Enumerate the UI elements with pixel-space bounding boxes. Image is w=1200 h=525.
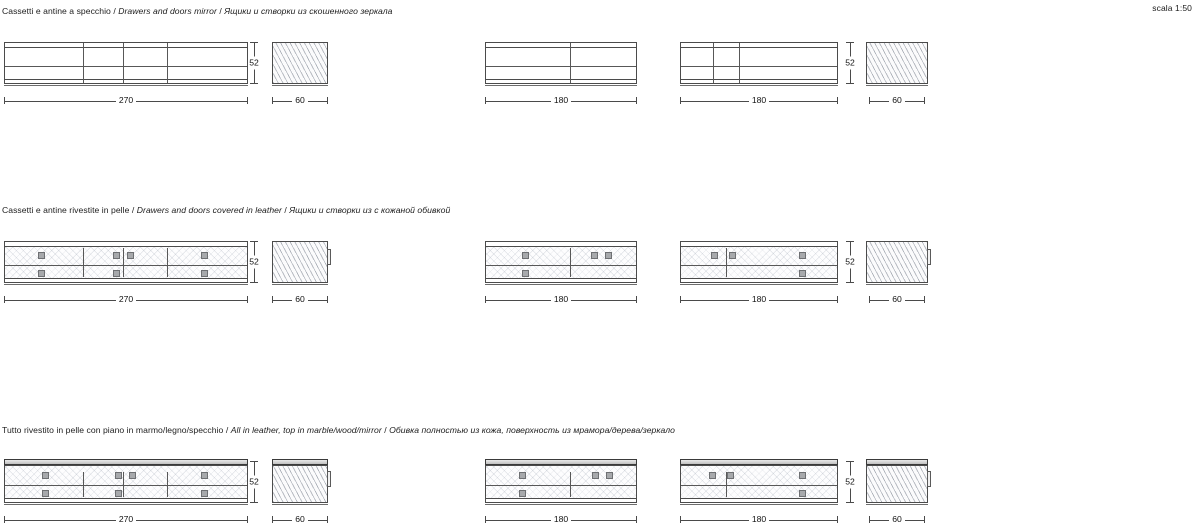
dimension-width-60-mirror-a [272,96,328,105]
view-front-270-mirror [4,38,248,88]
cabinet-top-rail [486,43,636,48]
dimension-tick-left [680,296,681,303]
side-hinge-tab [927,471,931,487]
title-separator-2: / [384,425,390,435]
dimension-value: 60 [292,96,308,105]
cabinet-mid-divider [5,485,247,486]
floor-baseline [485,504,637,505]
dimension-width-180-all-leather-b [680,515,838,524]
view-front-180-all-leather-a [485,457,637,507]
cabinet-bottom-rail [5,278,247,282]
cabinet-vertical-divider-3 [167,472,168,497]
view-side-60-all-leather-a [272,457,332,507]
cabinet-vertical-divider-1 [713,43,714,83]
handle-knob [709,472,716,479]
handle-knob [799,270,806,277]
floor-baseline [272,504,328,505]
view-front-180-mirror-b [680,38,838,88]
dimension-tick-top [250,461,258,462]
section-mirror [0,6,1200,116]
dimension-tick-right [327,296,328,303]
cabinet-front-180-b [680,241,838,283]
handle-knob [522,270,529,277]
side-panel-leather-a [272,241,328,283]
cabinet-front-270 [4,42,248,84]
dimension-value: 180 [749,515,769,524]
cabinet-vertical-divider-3 [167,248,168,277]
dimension-tick-right [247,97,248,104]
section-title-leather [2,205,450,215]
dimension-tick-left [4,296,5,303]
section-title-mirror [2,6,393,16]
cabinet-vertical-divider-3 [167,43,168,83]
title-separator: / [225,425,231,435]
cabinet-top-rail [5,43,247,48]
floor-baseline [4,85,248,86]
dimension-width-180-mirror-b [680,96,838,105]
handle-knob [38,252,45,259]
floor-baseline [4,504,248,505]
dimension-tick-right [924,296,925,303]
cabinet-front-270 [4,465,248,503]
view-front-270-all-leather [4,457,248,507]
dimension-value: 180 [551,295,571,304]
view-front-180-mirror-a [485,38,637,88]
side-panel-leather-b [866,241,928,283]
dimension-value: 60 [889,96,905,105]
dimension-value: 180 [551,515,571,524]
cabinet-vertical-divider-2 [123,248,124,277]
handle-knob [38,270,45,277]
cabinet-vertical-divider-2 [123,43,124,83]
dimension-value: 270 [116,295,136,304]
handle-knob [115,490,122,497]
cabinet-bottom-rail [486,79,636,83]
dimension-width-270-all-leather [4,515,248,524]
side-panel-mirror-b [866,42,928,84]
cabinet-front-180-a [485,241,637,283]
dimension-tick-left [485,296,486,303]
dimension-tick-right [327,97,328,104]
handle-knob [42,472,49,479]
cabinet-vertical-divider-1 [570,43,571,83]
cabinet-mid-divider [5,265,247,266]
dimension-value: 52 [249,256,259,267]
title-separator-2: / [219,6,225,16]
side-hinge-tab [327,471,331,487]
dimension-width-270-leather [4,295,248,304]
handle-knob [522,252,529,259]
handle-knob [606,472,613,479]
handle-knob [799,252,806,259]
dimension-height-52-leather [249,241,259,283]
handle-knob [592,472,599,479]
cabinet-top-rail [5,242,247,247]
floor-baseline [4,284,248,285]
handle-knob [201,270,208,277]
cabinet-mid-divider [486,485,636,486]
handle-knob [711,252,718,259]
dimension-width-60-leather-a [272,295,328,304]
handle-knob [42,490,49,497]
dimension-tick-right [837,296,838,303]
dimension-tick-right [247,296,248,303]
section-title-en: All in leather, top in marble/wood/mirror [230,425,382,435]
cabinet-top-rail [681,43,837,48]
cabinet-bottom-rail [486,498,636,502]
section-title-it: Cassetti e antine a specchio [2,6,111,16]
cabinet-vertical-divider-1 [570,472,571,497]
side-panel-all-leather-b [866,465,928,503]
dimension-value: 60 [292,515,308,524]
view-side-60-leather-a [272,237,332,287]
dimension-width-60-mirror-b [869,96,925,105]
dimension-value: 52 [845,57,855,68]
view-front-180-all-leather-b [680,457,838,507]
handle-knob [115,472,122,479]
cabinet-bottom-rail [681,498,837,502]
cabinet-top-rail [681,242,837,247]
cabinet-bottom-rail [681,278,837,282]
scale-label: scala 1:50 [1152,3,1192,13]
dimension-value: 180 [749,295,769,304]
cabinet-front-180-b [680,465,838,503]
cabinet-vertical-divider-1 [83,43,84,83]
section-title-en: Drawers and doors mirror [118,6,217,16]
dimension-tick-bottom [846,282,854,283]
dimension-tick-right [636,97,637,104]
dimension-height-52-mirror [249,42,259,84]
handle-knob [113,270,120,277]
floor-baseline [485,85,637,86]
dimension-width-180-leather-b [680,295,838,304]
view-side-60-leather-b [866,237,932,287]
dimension-height-52-leather-b [845,241,855,283]
title-separator: / [131,205,137,215]
floor-baseline [272,85,328,86]
dimension-value: 270 [116,515,136,524]
cabinet-vertical-divider-2 [123,472,124,497]
dimension-value: 52 [845,256,855,267]
view-front-180-leather-a [485,237,637,287]
cabinet-front-180-b [680,42,838,84]
handle-knob [201,252,208,259]
cabinet-mid-divider [5,66,247,67]
dimension-tick-bottom [250,502,258,503]
section-title-ru: Обивка полностью из кожа, поверхность из мрамора/дерева/зеркало [389,425,675,435]
floor-baseline [680,85,838,86]
dimension-tick-left [680,97,681,104]
floor-baseline [866,504,928,505]
dimension-tick-left [272,296,273,303]
section-leather [0,205,1200,315]
section-all-leather [0,425,1200,525]
section-title-ru: Ящики и створки из с кожаной обивкой [289,205,451,215]
dimension-width-180-leather-a [485,295,637,304]
dimension-value: 52 [249,57,259,68]
dimension-width-270-mirror [4,96,248,105]
dimension-tick-right [837,97,838,104]
dimension-value: 270 [116,96,136,105]
dimension-width-60-all-leather-a [272,515,328,524]
handle-knob [519,472,526,479]
dimension-tick-left [272,97,273,104]
dimension-tick-bottom [250,282,258,283]
side-hinge-tab [327,249,331,265]
dimension-width-180-mirror-a [485,96,637,105]
cabinet-vertical-divider-1 [83,248,84,277]
floor-baseline [866,85,928,86]
dimension-tick-right [924,97,925,104]
dimension-tick-left [4,97,5,104]
cabinet-mid-divider [681,66,837,67]
view-front-180-leather-b [680,237,838,287]
cabinet-bottom-rail [486,278,636,282]
cabinet-vertical-divider-2 [739,43,740,83]
view-side-60-all-leather-b [866,457,932,507]
dimension-tick-top [250,241,258,242]
dimension-tick-top [846,42,854,43]
view-front-270-leather [4,237,248,287]
dimension-tick-left [869,97,870,104]
cabinet-bottom-rail [5,79,247,83]
title-separator: / [113,6,119,16]
section-title-it: Cassetti e antine rivestite in pelle [2,205,130,215]
handle-knob [605,252,612,259]
dimension-tick-bottom [250,83,258,84]
floor-baseline [680,504,838,505]
dimension-value: 52 [249,476,259,487]
dimension-tick-top [250,42,258,43]
handle-knob [113,252,120,259]
dimension-tick-bottom [846,502,854,503]
floor-baseline [680,284,838,285]
side-panel-mirror-a [272,42,328,84]
cabinet-front-180-a [485,465,637,503]
cabinet-vertical-divider-1 [83,472,84,497]
handle-knob [129,472,136,479]
dimension-height-52-all-leather-b [845,461,855,503]
dimension-value: 60 [889,515,905,524]
handle-knob [201,490,208,497]
cabinet-bottom-rail [5,498,247,502]
title-separator-2: / [284,205,290,215]
handle-knob [201,472,208,479]
cabinet-vertical-divider-1 [570,248,571,277]
dimension-value: 180 [749,96,769,105]
floor-baseline [866,284,928,285]
view-side-60-mirror-a [272,38,328,88]
floor-baseline [272,284,328,285]
cabinet-mid-divider [486,66,636,67]
dimension-value: 52 [845,476,855,487]
cabinet-vertical-divider-1 [726,248,727,277]
dimension-tick-top [846,461,854,462]
section-title-ru: Ящики и створки из скошенного зеркала [224,6,393,16]
floor-baseline [485,284,637,285]
handle-knob [127,252,134,259]
cabinet-mid-divider [681,265,837,266]
dimension-width-180-all-leather-a [485,515,637,524]
dimension-height-52-all-leather [249,461,259,503]
cabinet-bottom-rail [681,79,837,83]
section-title-en: Drawers and doors covered in leather [136,205,282,215]
handle-knob [799,472,806,479]
cabinet-mid-divider [486,265,636,266]
dimension-tick-bottom [846,83,854,84]
handle-knob [591,252,598,259]
cabinet-front-180-a [485,42,637,84]
side-hinge-tab [927,249,931,265]
cabinet-front-270 [4,241,248,283]
dimension-value: 180 [551,96,571,105]
dimension-tick-left [869,296,870,303]
dimension-width-60-all-leather-b [869,515,925,524]
handle-knob [519,490,526,497]
section-title-it: Tutto rivestito in pelle con piano in marmo/legno/specchio [2,425,224,435]
handle-knob [727,472,734,479]
dimension-tick-top [846,241,854,242]
dimension-width-60-leather-b [869,295,925,304]
cabinet-mid-divider [681,485,837,486]
dimension-height-52-mirror-b [845,42,855,84]
dimension-value: 60 [292,295,308,304]
view-side-60-mirror-b [866,38,928,88]
handle-knob [799,490,806,497]
dimension-value: 60 [889,295,905,304]
side-panel-all-leather-a [272,465,328,503]
cabinet-top-rail [486,242,636,247]
dimension-tick-right [636,296,637,303]
dimension-tick-left [485,97,486,104]
section-title-all-leather [2,425,675,435]
handle-knob [729,252,736,259]
